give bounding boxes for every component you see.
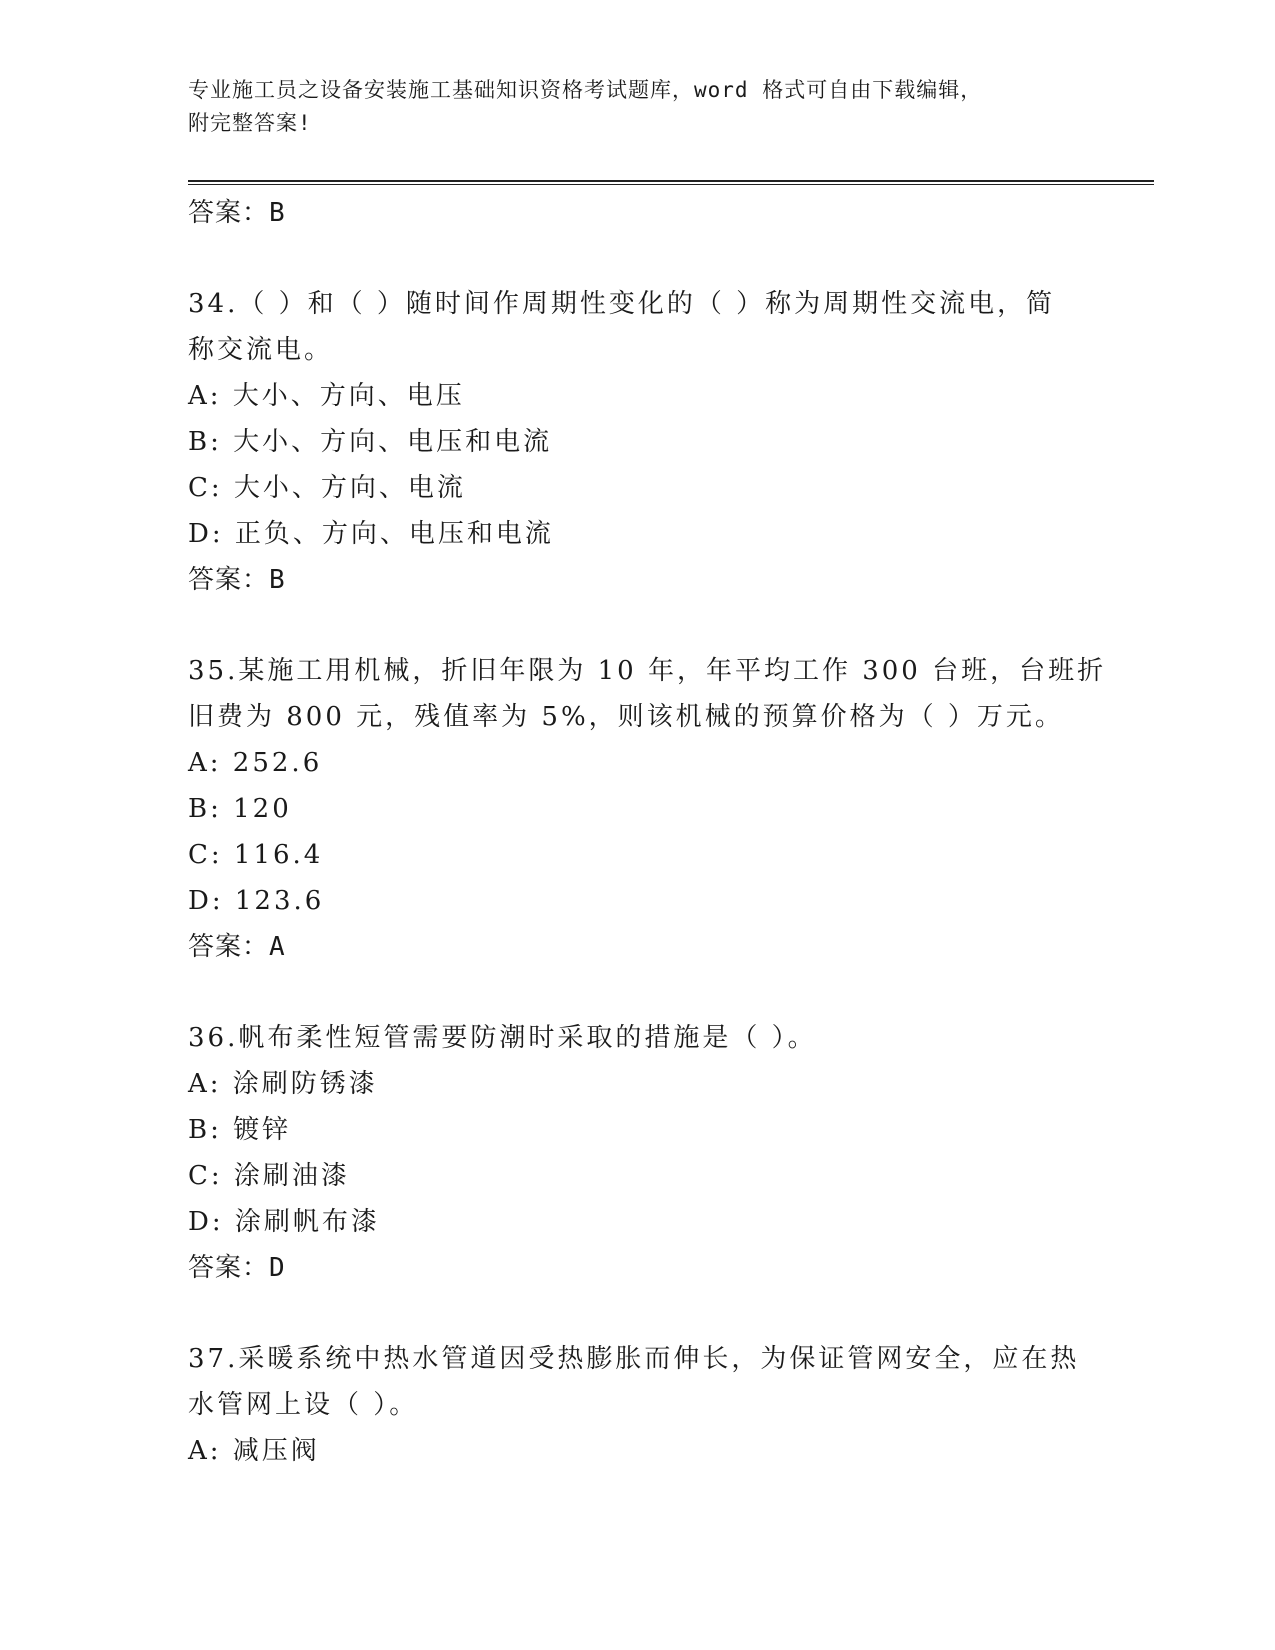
option-c: C: 116.4 [188, 840, 324, 870]
option-a: A: 大小、方向、电压 [188, 381, 465, 411]
header-line-2: 附完整答案! [188, 111, 312, 135]
answer-line: 答案：B [188, 198, 286, 228]
question-block [188, 281, 1088, 603]
document-header [188, 74, 1078, 140]
question-stem-line: 35.某施工用机械，折旧年限为 10 年，年平均工作 300 台班，台班折 [188, 656, 1107, 686]
option-a: A: 252.6 [188, 748, 323, 778]
option-a: A: 涂刷防锈漆 [188, 1069, 378, 1099]
spacer [188, 603, 1088, 648]
header-divider-thick [188, 180, 1154, 182]
option-d: D: 正负、方向、电压和电流 [188, 519, 554, 549]
answer-line: 答案：B [188, 565, 286, 595]
question-stem-line: 水管网上设（ ）。 [188, 1390, 419, 1420]
spacer [188, 970, 1088, 1015]
header-line-1: 专业施工员之设备安装施工基础知识资格考试题库，word 格式可自由下载编辑， [188, 78, 983, 102]
option-d: D: 123.6 [188, 886, 325, 916]
question-block [188, 1015, 1088, 1291]
spacer [188, 236, 1088, 281]
header-divider-thin [188, 184, 1154, 185]
spacer [188, 1291, 1088, 1336]
option-b: B: 120 [188, 794, 292, 824]
option-b: B: 镀锌 [188, 1115, 292, 1145]
option-c: C: 大小、方向、电流 [188, 473, 466, 503]
question-stem-line: 称交流电。 [188, 335, 334, 365]
option-d: D: 涂刷帆布漆 [188, 1207, 380, 1237]
option-a: A: 减压阀 [188, 1436, 320, 1466]
question-list [188, 190, 1107, 1474]
answer-line: 答案：D [188, 1253, 286, 1283]
question-stem-line: 36.帆布柔性短管需要防潮时采取的措施是（ ）。 [188, 1023, 817, 1053]
option-c: C: 涂刷油漆 [188, 1161, 350, 1191]
question-stem-line: 34.（ ）和（ ）随时间作周期性变化的（ ）称为周期性交流电，简 [188, 289, 1056, 319]
option-b: B: 大小、方向、电压和电流 [188, 427, 553, 457]
question-block [188, 648, 1107, 970]
answer-line: 答案：A [188, 932, 286, 962]
question-block [188, 1336, 1088, 1474]
question-stem-line: 37.采暖系统中热水管道因受热膨胀而伸长，为保证管网安全，应在热 [188, 1344, 1080, 1374]
question-stem-line: 旧费为 800 元，残值率为 5%，则该机械的预算价格为（ ）万元。 [188, 702, 1064, 732]
